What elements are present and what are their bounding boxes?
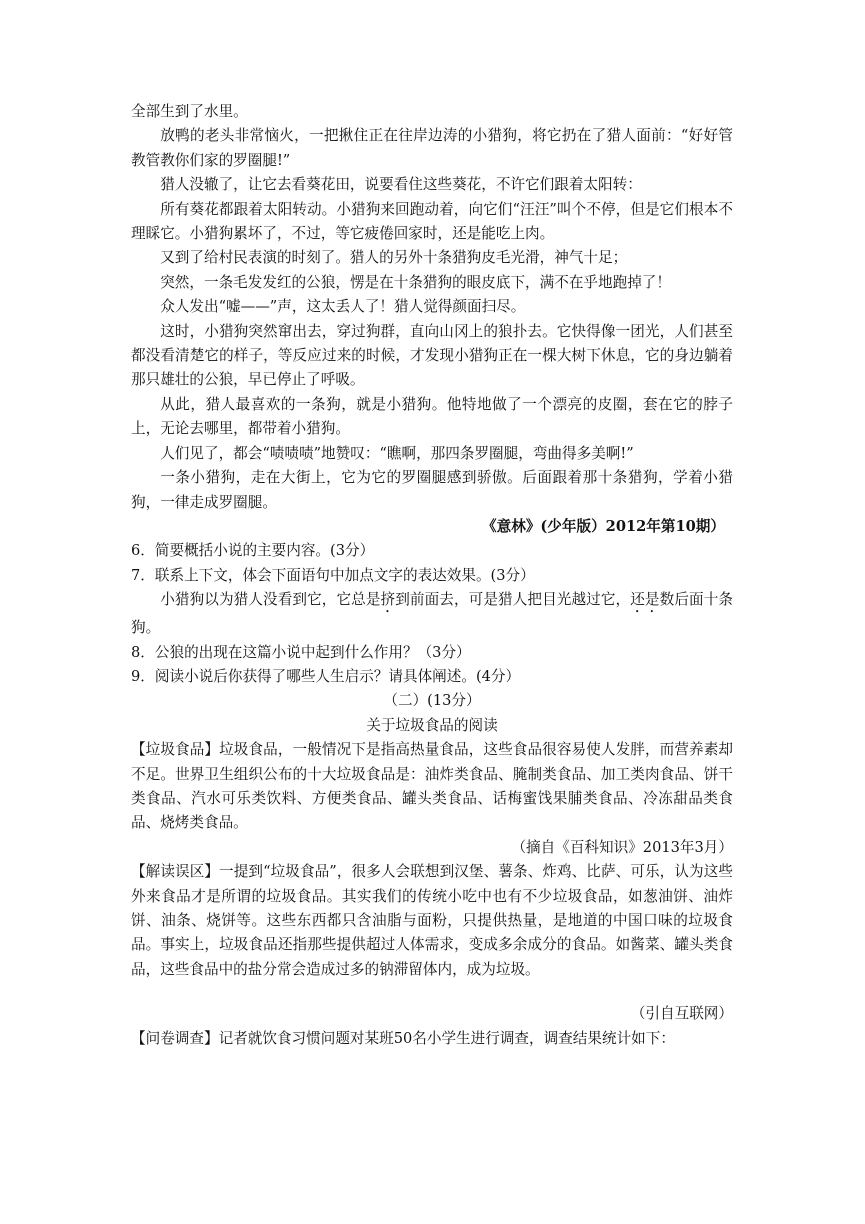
emphasized-word: 还是 xyxy=(630,591,660,609)
junk-food-text: 垃圾食品，一般情况下是指高热量食品，这些食品很容易使人发胖，而营养素却不足。世界卫生组织公布的十大垃圾食品是：油炸类食品、腌制类食品、加工类肉食品、饼干类食品、汽水可乐类饮料、方便类食品、罐头类食品、话梅蜜饯果脯类食品、冷冻甜品类食品、烧烤类食品。 xyxy=(131,741,733,832)
emphasized-word: 挤 xyxy=(380,591,396,609)
story-paragraph: 这时，小猎狗突然窜出去，穿过狗群，直向山冈上的狼扑去。它快得像一团光，人们甚至都没看清楚它的样子，等反应过来的时候，才发现小猎狗正在一棵大树下休息，它的身边躺着那只雄壮的公狼，早已停止了呼吸。 xyxy=(131,322,733,389)
question-6: 6．简要概括小说的主要内容。(3分） xyxy=(131,542,375,560)
story-paragraph: 所有葵花都跟着太阳转动。小猎狗来回跑动着，向它们“汪汪”叫个不停，但是它们根本不理睬它。小猎狗累坏了，不过，等它疲倦回家时，还是能吃上肉。 xyxy=(131,200,733,243)
question-7-quote xyxy=(131,588,733,640)
myth-source: （引自互联网） xyxy=(630,1005,733,1023)
document-body xyxy=(131,100,733,1051)
junk-food-label: 【垃圾食品】 xyxy=(131,741,220,759)
junk-food-paragraph xyxy=(131,738,733,836)
story-paragraph: 放鸭的老头非常恼火，一把揪住正在往岸边涛的小猎狗，将它扔在了猎人面前：“好好管教管教你们家的罗圈腿!” xyxy=(131,127,733,169)
spacer xyxy=(131,982,733,1002)
story-paragraph: 全部生到了水里。 xyxy=(131,103,248,120)
quote-text: 小猎狗以为猎人没看到它，它总是 xyxy=(160,591,381,609)
question-7: 7．联系上下文，体会下面语句中加点文字的表达效果。(3分） xyxy=(131,566,535,584)
quote-text: 数后面十条狗。 xyxy=(131,591,733,637)
story-paragraph: 众人发出“嘘——”声，这太丢人了！猎人觉得颜面扫尽。 xyxy=(160,298,526,316)
junk-food-source: （摘自《百科知识》2013年3月） xyxy=(511,838,733,856)
survey-paragraph xyxy=(131,1027,733,1051)
story-paragraph: 从此，猎人最喜欢的一条狗，就是小猎狗。他特地做了一个漂亮的皮圈，套在它的脖子上，无论去哪里，都带着小猎狗。 xyxy=(131,395,733,438)
question-8: 8．公狼的出现在这篇小说中起到什么作用？（3分） xyxy=(131,643,471,661)
quote-text: 到前面去，可是猎人把目光越过它， xyxy=(395,591,631,609)
story-paragraph: 一条小猎狗，走在大街上，它为它的罗圈腿感到骄傲。后面跟着那十条猎狗，学着小猎狗，一律走成罗圈腿。 xyxy=(131,469,733,511)
story-paragraph: 突然，一条毛发发红的公狼，愣是在十条猎狗的眼皮底下，满不在乎地跑掉了！ xyxy=(160,273,671,291)
story-source: 《意林》(少年版）2012年第10期） xyxy=(482,517,725,535)
myth-label: 【解读误区】 xyxy=(131,863,220,881)
story-paragraph: 猎人没辙了，让它去看葵花田，说要看住这些葵花，不许它们跟着太阳转： xyxy=(160,176,642,194)
section-title: 关于垃圾食品的阅读 xyxy=(366,716,498,734)
myth-text: 一提到“垃圾食品”，很多人会联想到汉堡、薯条、炸鸡、比萨、可乐，认为这些外来食品才是所谓的垃圾食品。其实我们的传统小吃中也有不少垃圾食品，如葱油饼、油炸饼、油条、烧饼等。这些东西都只含油脂与面粉，只提供热量，是地道的中国口味的垃圾食品。事实上，垃圾食品还指那些提供超过人体需求，变成多余成分的食品。如酱菜、罐头类食品，这些食品中的盐分常会造成过多的钠滞留体内，成为垃圾。 xyxy=(131,863,733,978)
story-paragraph: 又到了给村民表演的时刻了。猎人的另外十条猎狗皮毛光滑，神气十足； xyxy=(160,249,628,267)
story-paragraph: 人们见了，都会“啧啧啧”地赞叹：“瞧啊，那四条罗圈腿，弯曲得多美啊!” xyxy=(160,444,634,462)
question-9: 9．阅读小说后你获得了哪些人生启示？请具体阐述。(4分） xyxy=(131,667,521,685)
section-header: （二）(13分） xyxy=(383,692,481,710)
survey-label: 【问卷调查】 xyxy=(131,1029,219,1047)
survey-text: 记者就饮食习惯问题对某班50名小学生进行调查，调查结果统计如下： xyxy=(218,1029,675,1047)
myth-paragraph xyxy=(131,860,733,982)
